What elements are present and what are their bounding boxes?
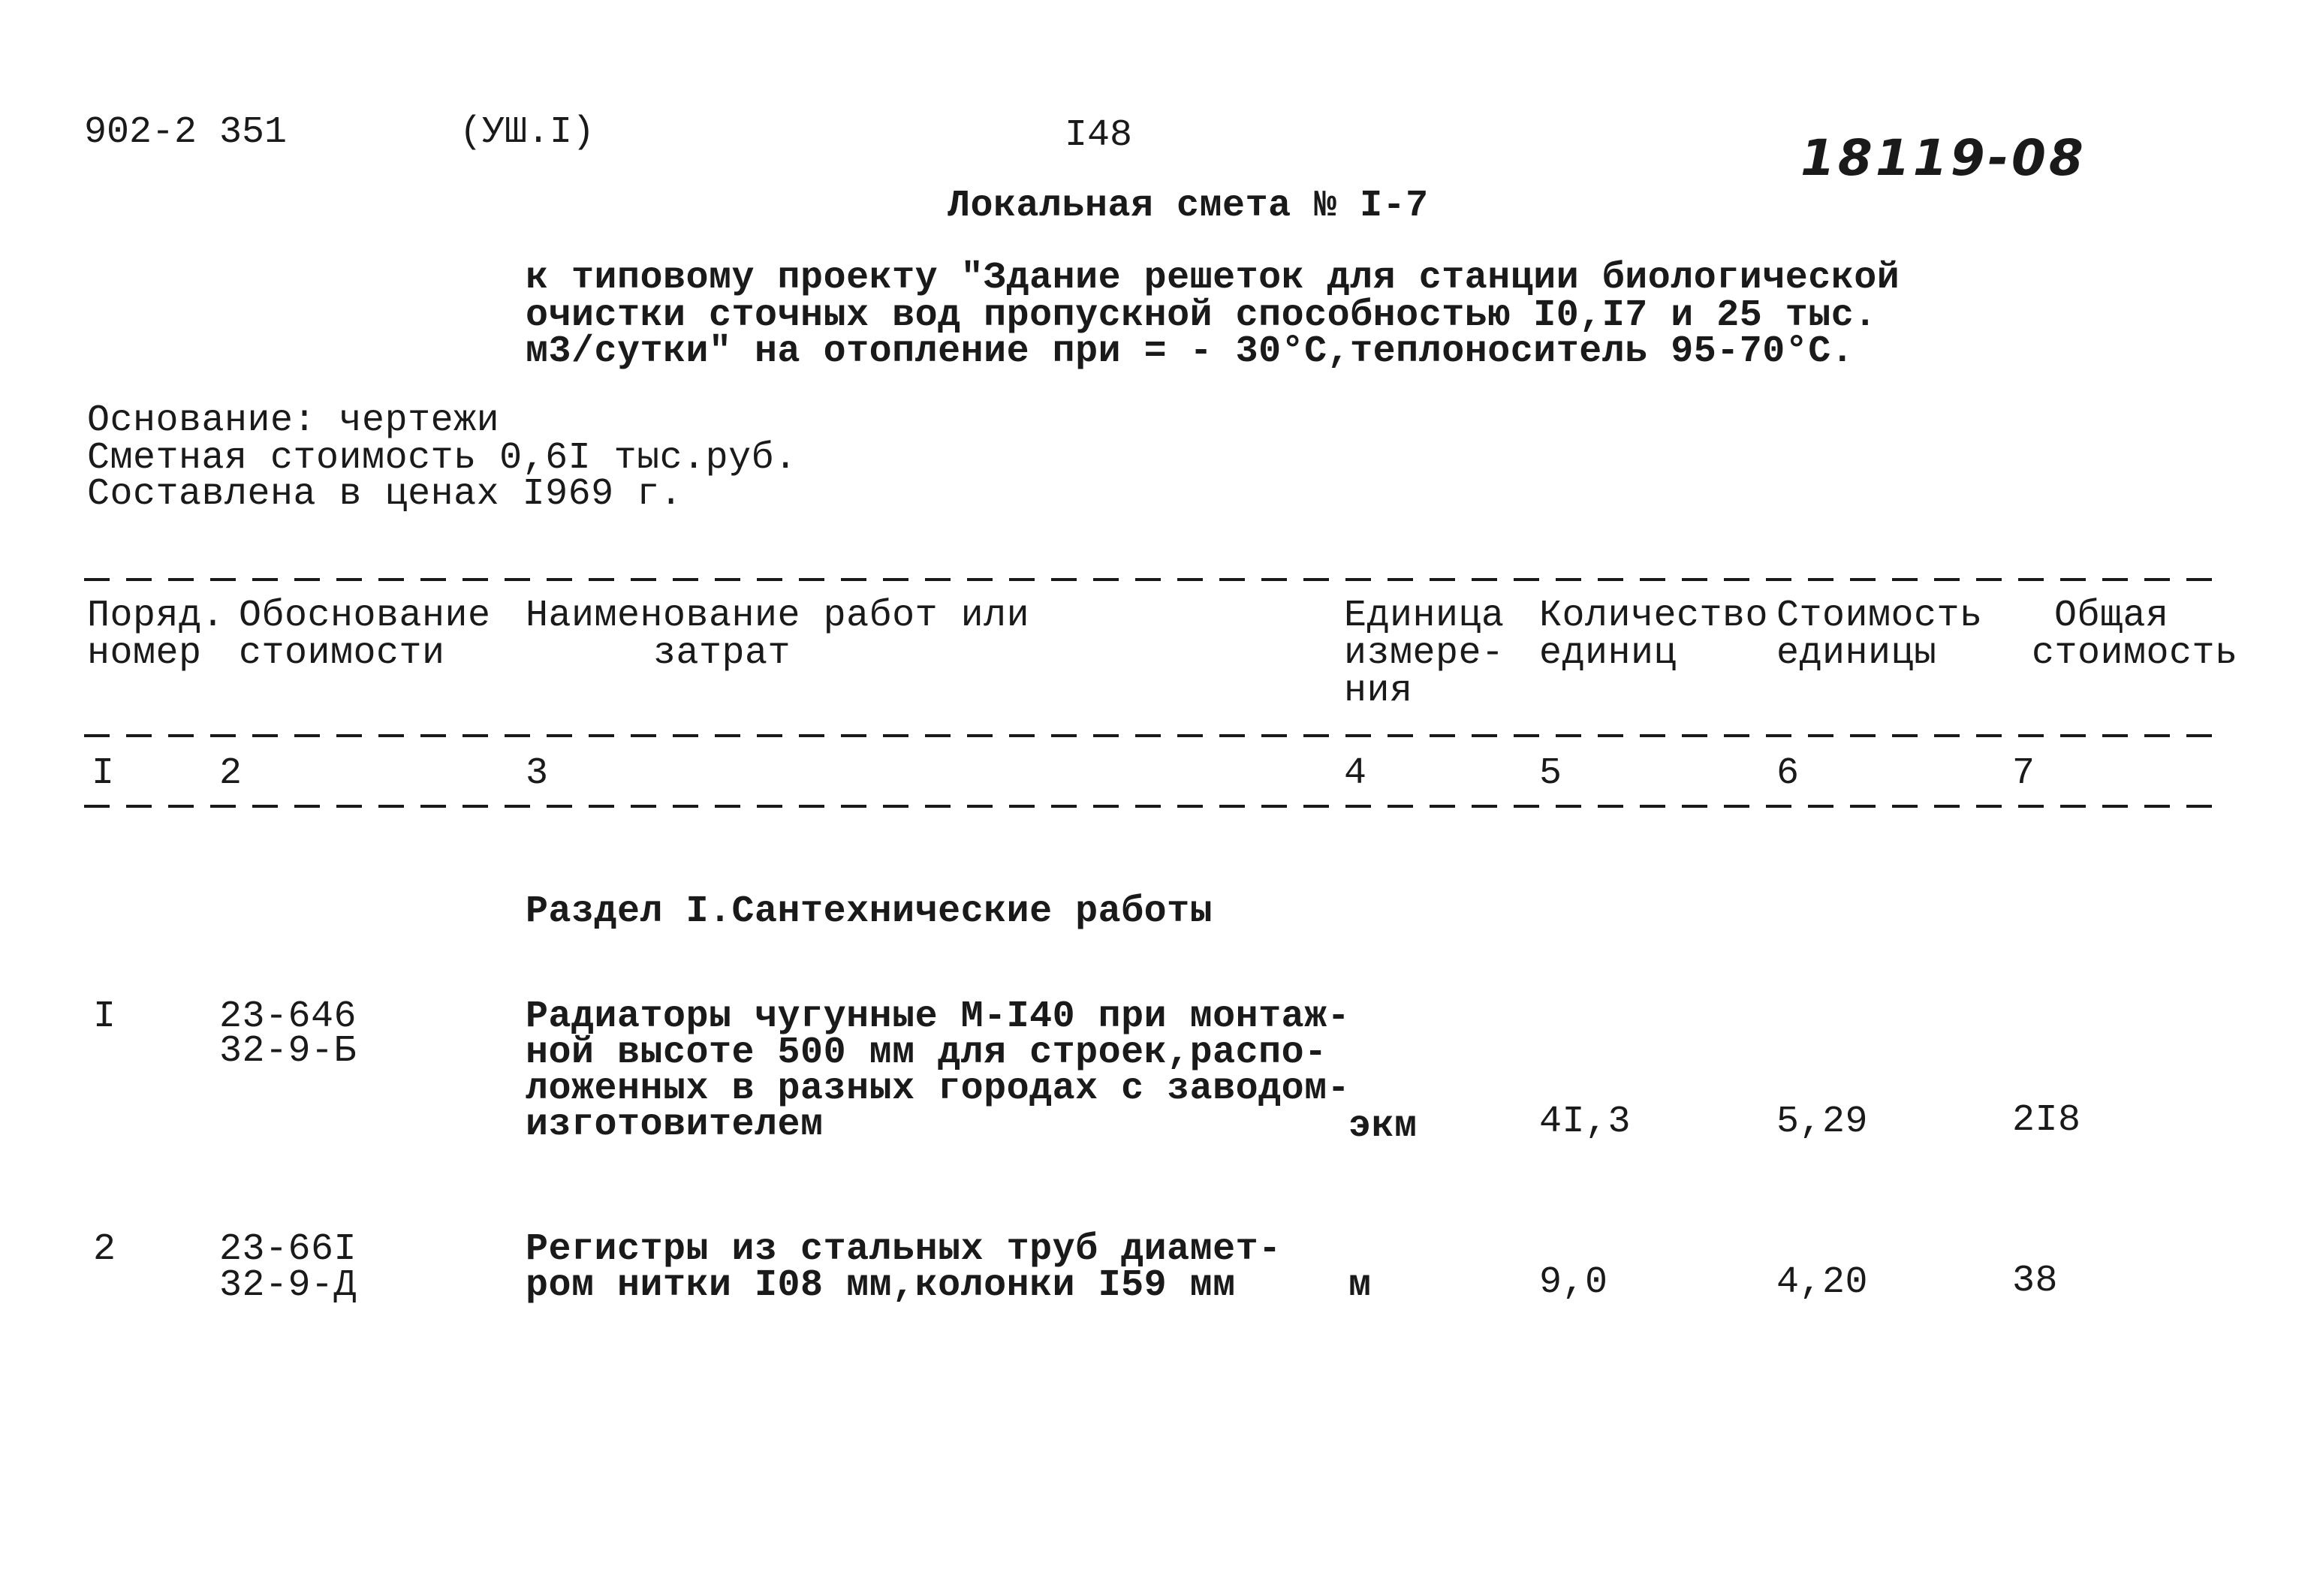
row-2-total: 38 [2012,1260,2059,1302]
header-col-3-line-1: Наименование работ или [526,595,1030,637]
column-number-5: 5 [1539,752,1562,795]
table-rule-header-bottom [84,734,2222,737]
row-1-quantity: 4I,3 [1539,1101,1632,1143]
row-2-name-line-1: Регистры из стальных труб диамет- [526,1228,1282,1271]
subtitle-line-2: очистки сточных вод пропускной способностью I0,I7 и 25 тыс. [526,294,1877,337]
subtitle-line-3: м3/сутки" на отопление при = - 30°С,теплоноситель 95-70°С. [526,330,1855,373]
info-estimated-cost: Сметная стоимость 0,6I тыс.руб. [87,437,797,480]
row-1-unit-price: 5,29 [1776,1101,1869,1143]
header-col-5-line-1: Количество [1539,595,1769,637]
row-2-basis-line-2: 32-9-Д [219,1264,357,1307]
header-col-2-line-2: стоимости [239,632,445,675]
row-2-name-line-2: ром нитки I08 мм,колонки I59 мм [526,1264,1236,1307]
header-col-7-line-2: стоимость [2032,632,2238,675]
page-number: I48 [1065,114,1133,157]
section-title: Раздел I.Сантехнические работы [526,890,1213,933]
row-1-name-line-2: ной высоте 500 мм для строек,распо- [526,1031,1327,1074]
column-number-4: 4 [1344,752,1367,795]
row-1-basis-line-2: 32-9-Б [219,1030,357,1073]
handwritten-stamp: 18119-08 [1800,129,2087,187]
row-1-total: 2I8 [2012,1099,2081,1142]
row-1-name-line-4: изготовителем [526,1104,824,1146]
document-title: Локальная смета № I-7 [948,185,1429,227]
header-col-3-line-2: затрат [653,632,791,675]
subtitle-line-1: к типовому проекту "Здание решеток для станции биологической [526,257,1900,300]
row-2-basis-line-1: 23-66I [219,1228,357,1271]
header-col-4-line-1: Единица [1344,595,1505,637]
column-number-6: 6 [1776,752,1800,795]
column-number-1: I [92,752,115,795]
row-1-unit: экм [1348,1105,1418,1148]
header-col-4-line-2: измере- [1344,632,1505,675]
column-number-3: 3 [526,752,549,795]
row-2-unit: м [1348,1264,1372,1307]
row-1-number: I [93,995,116,1038]
row-1-name-line-3: ложенных в разных городах с заводом- [526,1068,1351,1110]
document-code: 902-2 351 [84,111,288,154]
header-col-6-line-2: единицы [1776,632,1937,675]
info-basis: Основание: чертежи [87,399,500,442]
row-1-name-line-1: Радиаторы чугунные М-I40 при монтаж- [526,995,1351,1038]
row-2-unit-price: 4,20 [1776,1261,1869,1304]
table-rule-numbers-bottom [84,805,2222,808]
header-col-6-line-1: Стоимость [1776,595,1983,637]
header-col-5-line-2: единиц [1539,632,1677,675]
info-price-level: Составлена в ценах I969 г. [87,473,683,516]
column-number-7: 7 [2012,752,2035,795]
row-2-number: 2 [93,1228,116,1271]
column-number-2: 2 [219,752,243,795]
header-col-1-line-2: номер [87,632,202,675]
row-2-quantity: 9,0 [1539,1261,1608,1304]
header-col-4-line-3: ния [1344,670,1413,712]
row-1-basis-line-1: 23-646 [219,995,357,1038]
header-col-1-line-1: Поряд. [87,595,225,637]
header-col-7-line-1: Общая [2054,595,2169,637]
table-rule-top [84,578,2222,581]
header-col-2-line-1: Обоснование [239,595,491,637]
album-number: (УШ.I) [459,111,595,154]
